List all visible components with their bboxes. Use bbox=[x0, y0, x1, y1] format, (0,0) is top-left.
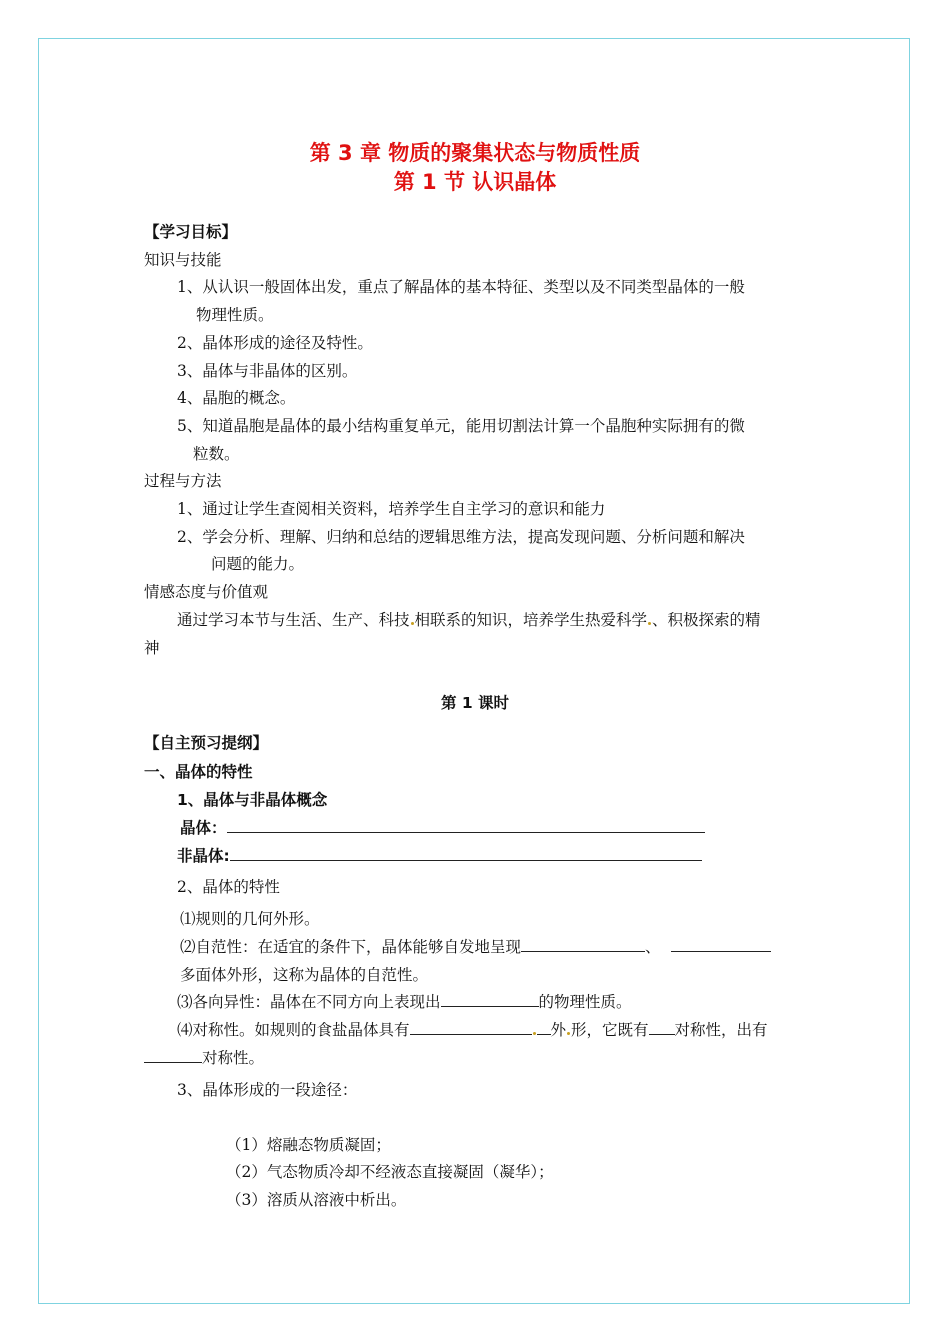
emotion-text-a: 通过学习本节与生活、生产、科技 bbox=[177, 611, 410, 629]
crystal-label: 晶体： bbox=[180, 819, 227, 837]
way-item: （2）气态物质冷却不经液态直接凝固（凝华）； bbox=[226, 1163, 554, 1181]
outline-heading: 【自主预习提纲】 bbox=[144, 734, 269, 752]
prop-4-text-d: 对称性，出有 bbox=[674, 1021, 768, 1039]
lesson-period: 第 1 课时 bbox=[440, 694, 510, 712]
prop-4 bbox=[177, 1018, 768, 1040]
noncrystal-blank[interactable] bbox=[230, 846, 702, 861]
emotion-line bbox=[177, 608, 761, 630]
prop-3 bbox=[177, 990, 632, 1012]
props-title: 2、晶体的特性 bbox=[177, 878, 280, 896]
prop-3-text-b: 的物理性质。 bbox=[538, 993, 632, 1011]
emotion-title: 情感态度与价值观 bbox=[144, 583, 269, 601]
objectives-heading: 【学习目标】 bbox=[144, 223, 238, 241]
noncrystal-field bbox=[177, 844, 702, 866]
process-item: 问题的能力。 bbox=[211, 555, 305, 573]
process-item: 1、通过让学生查阅相关资料，培养学生自主学习的意识和能力 bbox=[177, 500, 606, 518]
prop-2-blank-1[interactable] bbox=[521, 937, 645, 952]
knowledge-item: 3、晶体与非晶体的区别。 bbox=[177, 362, 358, 380]
prop-4-blank-2[interactable] bbox=[537, 1020, 551, 1035]
dot-mark bbox=[567, 1032, 570, 1035]
crystal-field bbox=[180, 816, 705, 838]
noncrystal-label: 非晶体: bbox=[177, 847, 230, 865]
emotion-text-b: 相联系的知识，培养学生热爱科学 bbox=[414, 611, 648, 629]
prop-4-blank-4[interactable] bbox=[144, 1048, 202, 1063]
prop-4-cont bbox=[144, 1046, 264, 1068]
knowledge-item: 1、从认识一般固体出发，重点了解晶体的基本特征、类型以及不同类型晶体的一般 bbox=[177, 278, 745, 296]
process-item: 2、学会分析、理解、归纳和总结的逻辑思维方法，提高发现问题、分析问题和解决 bbox=[177, 528, 745, 546]
prop-4-text-b: 外 bbox=[550, 1021, 567, 1039]
process-title: 过程与方法 bbox=[144, 472, 222, 490]
prop-3-text-a: ⑶各向异性：晶体在不同方向上表现出 bbox=[177, 993, 441, 1011]
emotion-line-2: 神 bbox=[144, 639, 160, 657]
prop-2-cont: 多面体外形，这称为晶体的自范性。 bbox=[180, 966, 429, 984]
knowledge-item: 物理性质。 bbox=[196, 306, 274, 324]
way-item: （3）溶质从溶液中析出。 bbox=[226, 1191, 407, 1209]
prop-3-blank[interactable] bbox=[441, 992, 539, 1007]
knowledge-item: 粒数。 bbox=[193, 445, 240, 463]
prop-4-blank-3[interactable] bbox=[649, 1020, 675, 1035]
knowledge-item: 2、晶体形成的途径及特性。 bbox=[177, 334, 373, 352]
emotion-text-c: 、积极探索的精 bbox=[652, 611, 761, 629]
prop-4-blank-1[interactable] bbox=[410, 1020, 532, 1035]
prop-2-sep: 、 bbox=[645, 938, 661, 956]
knowledge-title: 知识与技能 bbox=[144, 251, 222, 269]
section-title: 第 1 节 认识晶体 bbox=[393, 170, 557, 194]
chapter-title: 第 3 章 物质的聚集状态与物质性质 bbox=[309, 141, 641, 165]
prop-2-text: ⑵自范性：在适宜的条件下，晶体能够自发地呈现 bbox=[180, 938, 522, 956]
crystal-blank[interactable] bbox=[227, 818, 705, 833]
dot-mark bbox=[533, 1032, 536, 1035]
knowledge-item: 5、知道晶胞是晶体的最小结构重复单元，能用切割法计算一个晶胞种实际拥有的微 bbox=[177, 417, 745, 435]
knowledge-item: 4、晶胞的概念。 bbox=[177, 389, 296, 407]
prop-2 bbox=[180, 935, 771, 957]
prop-4-text-c: 形，它既有 bbox=[571, 1021, 649, 1039]
dot-mark bbox=[648, 622, 651, 625]
way-item: （1）熔融态物质凝固； bbox=[226, 1136, 391, 1154]
dot-mark bbox=[411, 622, 414, 625]
prop-4-text-e: 对称性。 bbox=[202, 1049, 265, 1067]
concept-title: 1、晶体与非晶体概念 bbox=[177, 791, 328, 809]
ways-title: 3、晶体形成的一段途径： bbox=[177, 1081, 358, 1099]
prop-1: ⑴规则的几何外形。 bbox=[180, 910, 320, 928]
prop-4-text-a: ⑷对称性。如规则的食盐晶体具有 bbox=[177, 1021, 410, 1039]
part1-heading: 一、晶体的特性 bbox=[144, 763, 253, 781]
prop-2-blank-2[interactable] bbox=[671, 937, 771, 952]
